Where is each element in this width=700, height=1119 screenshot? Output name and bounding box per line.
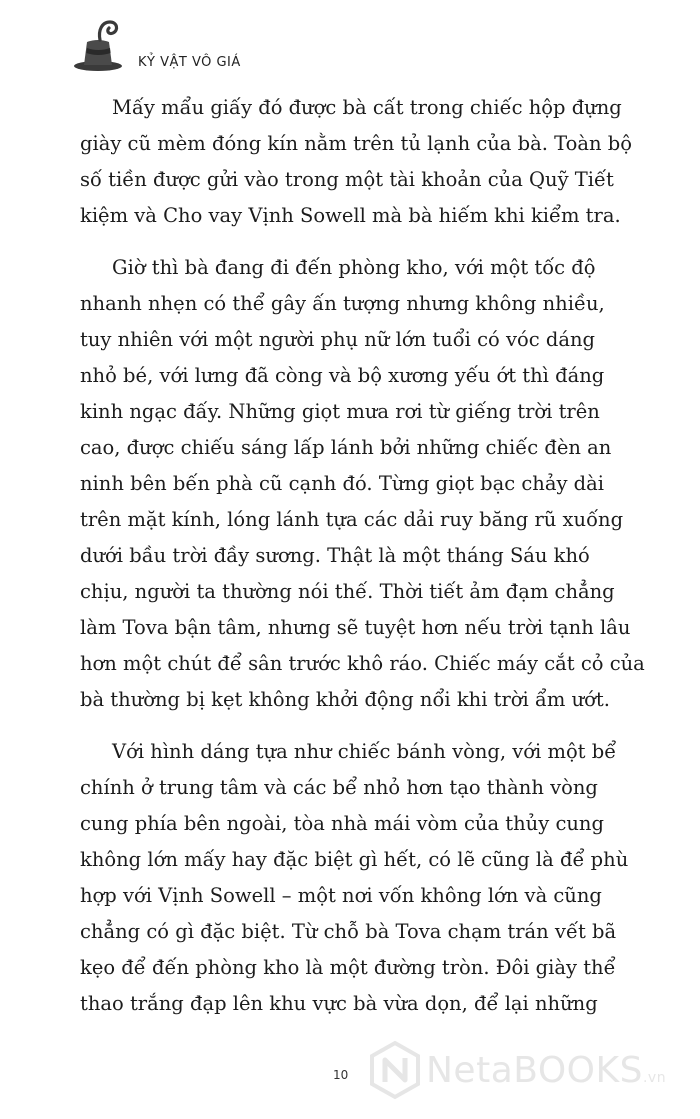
text-line: nhỏ bé, với lưng đã còng và bộ xương yếu ớt thì đáng — [80, 364, 605, 387]
watermark-brand: NetaBOOKS — [426, 1049, 643, 1091]
text-line: số tiền được gửi vào trong một tài khoản của Quỹ Tiết — [80, 168, 614, 191]
text-line: trên mặt kính, lóng lánh tựa các dải ruy băng rũ xuống — [80, 508, 624, 531]
netabooks-logo-icon — [368, 1040, 422, 1100]
text-line: cao, được chiếu sáng lấp lánh bởi những chiếc đèn an — [80, 436, 612, 459]
page-number: 10 — [333, 1068, 349, 1082]
text-line: Với hình dáng tựa như chiếc bánh vòng, với một bể — [112, 740, 617, 763]
text-line: kiệm và Cho vay Vịnh Sowell mà bà hiếm khi kiểm tra. — [80, 204, 621, 227]
text-line: hơn một chút để sân trước khô ráo. Chiếc máy cắt cỏ của — [80, 652, 645, 675]
text-line: kẹo để đến phòng kho là một đường tròn. Đôi giày thể — [80, 956, 616, 979]
text-line: hợp với Vịnh Sowell – một nơi vốn không lớn và cũng — [80, 884, 602, 907]
paragraph — [80, 734, 629, 1022]
text-line: tuy nhiên với một người phụ nữ lớn tuổi có vóc dáng — [80, 328, 595, 351]
watermark-suffix: .vn — [642, 1069, 667, 1086]
text-line: thao trắng đạp lên khu vực bà vừa dọn, để lại những — [80, 992, 598, 1015]
book-title: KỶ VẬT VÔ GIÁ — [138, 55, 241, 70]
text-line: giày cũ mèm đóng kín nằm trên tủ lạnh của bà. Toàn bộ — [80, 132, 632, 155]
text-line: Mấy mẩu giấy đó được bà cất trong chiếc hộp đựng — [112, 96, 622, 119]
text-line: nhanh nhẹn có thể gây ấn tượng nhưng không nhiều, — [80, 292, 605, 315]
text-line: bà thường bị kẹt không khởi động nổi khi trời ẩm ướt. — [80, 688, 610, 711]
watermark — [368, 1040, 666, 1100]
text-line: chẳng có gì đặc biệt. Từ chỗ bà Tova chạm trán vết bã — [80, 920, 617, 943]
text-line: làm Tova bận tâm, nhưng sẽ tuyệt hơn nếu trời tạnh lâu — [80, 616, 631, 639]
magic-hat-icon — [72, 18, 130, 74]
text-line: chính ở trung tâm và các bể nhỏ hơn tạo thành vòng — [80, 776, 598, 799]
text-line: kinh ngạc đấy. Những giọt mưa rơi từ giếng trời trên — [80, 400, 600, 423]
text-line: không lớn mấy hay đặc biệt gì hết, có lẽ cũng là để phù — [80, 848, 629, 871]
text-line: Giờ thì bà đang đi đến phòng kho, với một tốc độ — [112, 256, 596, 279]
text-line: dưới bầu trời đầy sương. Thật là một tháng Sáu khó — [80, 544, 590, 567]
text-line: chịu, người ta thường nói thế. Thời tiết ảm đạm chẳng — [80, 580, 615, 603]
page-header — [72, 18, 241, 74]
watermark-text — [426, 1050, 666, 1091]
paragraph — [80, 90, 632, 234]
paragraph — [80, 250, 645, 718]
body-text — [80, 90, 645, 1038]
text-line: ninh bên bến phà cũ cạnh đó. Từng giọt bạc chảy dài — [80, 472, 605, 495]
text-line: cung phía bên ngoài, tòa nhà mái vòm của thủy cung — [80, 812, 604, 835]
